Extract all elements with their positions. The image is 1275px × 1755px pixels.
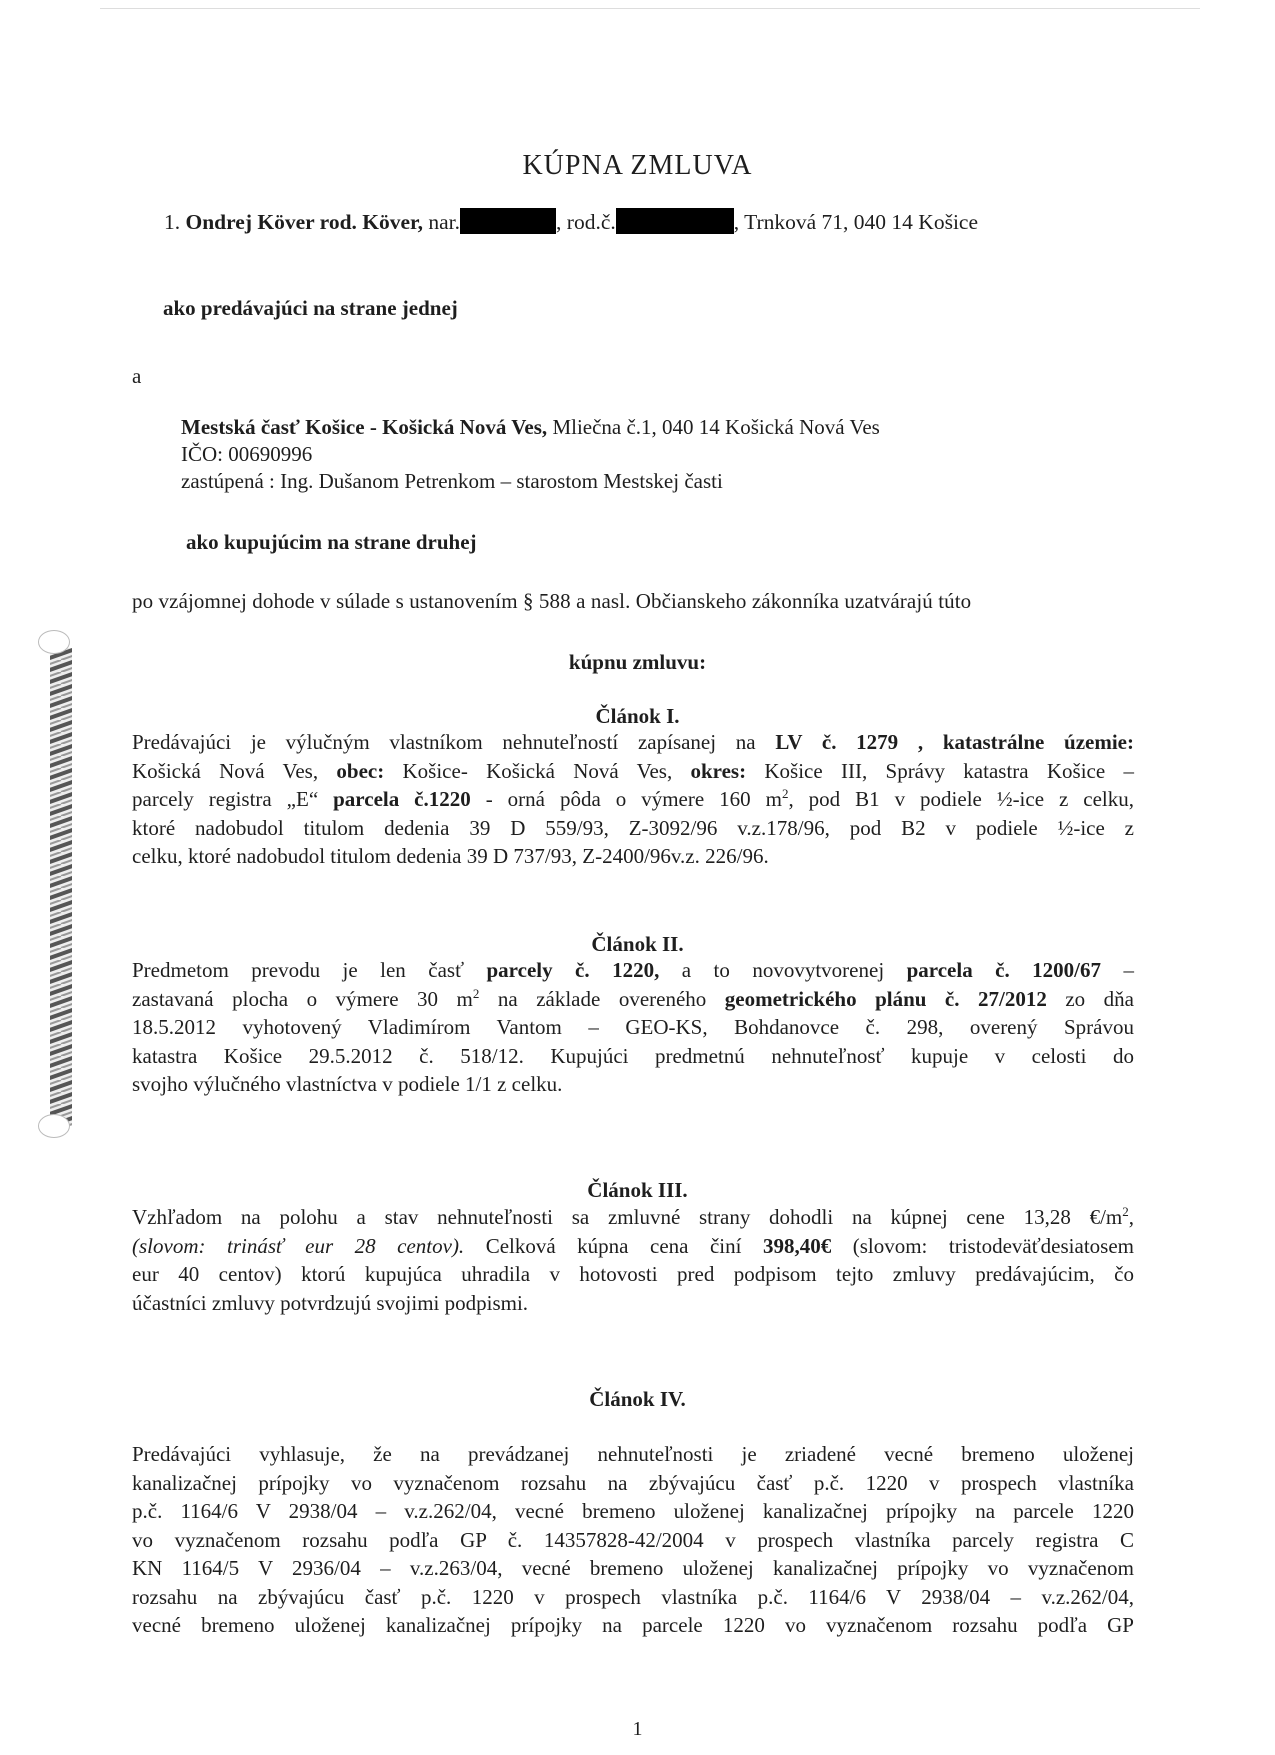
party2-represented: zastúpená : Ing. Dušanom Petrenkom – starostom Mestskej časti <box>181 469 723 493</box>
article-1-heading: Článok I. <box>595 704 680 728</box>
punch-hole <box>38 1114 70 1138</box>
party1-index: 1. <box>164 210 181 234</box>
article-1-body: Predávajúci je výlučným vlastníkom nehnuteľností zapísanej na LV č. 1279 , katastrálne územie: Košická Nová Ves, obec: Košice- Košická Nová Ves, okres: Košice III, Správy katastra Košice – parcely registra „E“ parcela č.1220 - orná pôda o výmere 160 $m^2$, pod B1 v podiele ½-ice z celku, ktoré nadobudol titulom dedenia 39 D 559/93, Z-3092/96 v.z.178/96, pod B2 v podiele ½-ice z celku, ktoré nadobudol titulom dedenia 39 D 737/93, Z-2400/96v.z. 226/96. <box>132 730 1135 868</box>
party2-role: ako kupujúcim na strane druhej <box>186 530 477 554</box>
party2-ico: IČO: 00690996 <box>181 442 313 466</box>
article-2-body: Predmetom prevodu je len časť parcely č. 1220, a to novovytvorenej parcela č. 1200/67 – zastavaná plocha o výmere 30 $m^2$ na základe overeného geometrického plánu č. 27/2012 zo dňa 18.5.2012 vyhotovený Vladimírom Vantom – GEO-KS, Bohdanovce č. 298, overený Správou katastra Košice 29.5.2012 č. 518/12. Kupujúci predmetnú nehnuteľnosť kupuje v celosti do svojho výlučného vlastníctva v podiele 1/1 z celku. <box>132 958 1134 1096</box>
party1-nar-label: nar. <box>428 210 461 234</box>
party1-rod-label: , rod.č. <box>556 210 616 234</box>
article-2-heading: Článok II. <box>591 932 684 956</box>
party1-line <box>164 208 978 237</box>
article-4-heading: Článok IV. <box>589 1387 686 1411</box>
document-title: KÚPNA ZMLUVA <box>522 150 753 181</box>
redacted-birthdate <box>460 208 556 234</box>
article-3-body: Vzhľadom na polohu a stav nehnuteľnosti sa zmluvné strany dohodli na kúpnej cene 13,28 $€/m^2$, (slovom: trinásť eur 28 centov). Celková kúpna cena činí 398,40€ (slovom: tristodeväťdesiatosem eur 40 centov) ktorú kupujúca uhradila v hotovosti pred podpisom tejto zmluvy predávajúcim, čo účastníci zmluvy potvrdzujú svojimi podpismi. <box>132 1204 1134 1315</box>
article-4-body: Predávajúci vyhlasuje, že na prevádzanej nehnuteľnosti je zriadené vecné bremeno uloženej kanalizačnej prípojky vo vyznačenom rozsahu na zbývajúcu časť p.č. 1220 v prospech vlastníka p.č. 1164/6 V 2938/04 – v.z.262/04, vecné bremeno uloženej kanalizačnej prípojky na parcele 1220 vo vyznačenom rozsahu podľa GP č. 14357828-42/2004 v prospech vlastníka parcely registra C KN 1164/5 V 2936/04 – v.z.263/04, vecné bremeno uloženej kanalizačnej prípojky vo vyznačenom rozsahu na zbývajúcu časť p.č. 1220 v prospech vlastníka p.č. 1164/6 V 2938/04 – v.z.262/04, vecné bremeno uloženej kanalizačnej prípojky na parcele 1220 vo vyznačenom rozsahu podľa GP <box>132 1442 1134 1637</box>
intro-paragraph: po vzájomnej dohode v súlade s ustanovením § 588 a nasl. Občianskeho zákonníka uzatvárajú túto <box>132 589 972 613</box>
party2-name: Mestská časť Košice - Košická Nová Ves, <box>181 415 548 439</box>
scan-artifact <box>100 8 1200 9</box>
party1-role: ako predávajúci na strane jednej <box>163 296 458 320</box>
contract-heading: kúpnu zmluvu: <box>568 650 707 674</box>
page-number: 1 <box>632 1718 643 1740</box>
party1-address: , Trnková 71, 040 14 Košice <box>733 210 979 234</box>
redacted-birth-number <box>616 208 734 234</box>
conjunction: a <box>132 364 142 388</box>
article-3-heading: Článok III. <box>587 1178 688 1202</box>
party2-block <box>181 414 880 495</box>
party2-address: Mliečna č.1, 040 14 Košická Nová Ves <box>547 415 880 439</box>
party1-name: Ondrej Köver rod. Köver, <box>185 210 423 234</box>
